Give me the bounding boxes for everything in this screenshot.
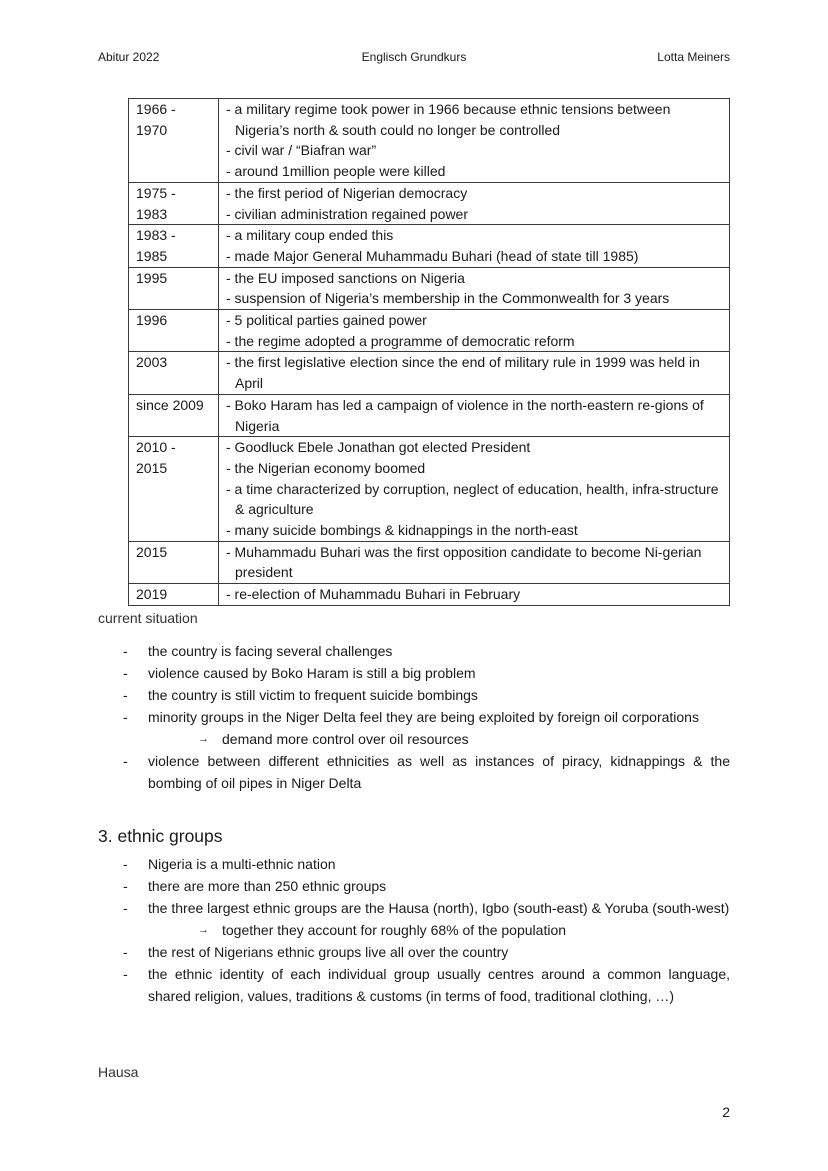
year-text: 1975 -	[136, 184, 176, 201]
event-text: - re-election of Muhammadu Buhari in February	[226, 586, 521, 603]
timeline-events	[219, 310, 730, 352]
timeline-row	[129, 182, 730, 224]
list-item	[98, 875, 730, 897]
list-item-text: violence caused by Boko Haram is still a big problem	[148, 665, 476, 681]
timeline-year	[129, 99, 219, 183]
list-item	[98, 963, 730, 1007]
page-number: 2	[722, 1104, 730, 1120]
dash-bullet: -	[123, 687, 128, 703]
year-text: 1995	[136, 269, 168, 286]
list-item-text: the rest of Nigerians ethnic groups live all over the country	[148, 944, 509, 960]
event-text: - civil war / “Biafran war”	[226, 142, 377, 159]
timeline-events	[219, 437, 730, 542]
arrow-right-icon: →	[198, 924, 209, 936]
timeline-year	[129, 394, 219, 436]
dash-bullet: -	[123, 856, 128, 872]
timeline-year	[129, 310, 219, 352]
year-text: 1983 -	[136, 227, 176, 244]
year-text: 1966 -	[136, 101, 176, 117]
list-item	[98, 684, 730, 706]
list-item-text: violence between different ethnicities as well as instances of piracy, kidnappings & the bombing of oil pipes in Niger Delta	[148, 753, 730, 791]
event-text: - Boko Haram has led a campaign of violence in the north-eastern re-gions of Nigeria	[226, 396, 704, 434]
list-item-text: Nigeria is a multi-ethnic nation	[148, 856, 336, 872]
timeline-year	[129, 541, 219, 583]
year-text: 2015	[136, 459, 168, 476]
event-text: - around 1million people were killed	[226, 163, 446, 180]
year-text: 1996	[136, 312, 168, 329]
list-item	[98, 662, 730, 684]
year-text: 2003	[136, 354, 168, 371]
event-text: - the regime adopted a programme of democratic reform	[226, 332, 575, 349]
timeline-row	[129, 267, 730, 309]
event-text: - suspension of Nigeria’s membership in the Commonwealth for 3 years	[226, 290, 670, 307]
timeline-events	[219, 225, 730, 267]
ethnic-groups-list	[98, 853, 730, 1007]
list-item-text: the country is facing several challenges	[148, 643, 393, 659]
year-text: since 2009	[136, 396, 204, 413]
year-text: 2010 -	[136, 439, 176, 456]
list-item	[98, 706, 730, 728]
timeline-year	[129, 267, 219, 309]
dash-bullet: -	[123, 709, 128, 725]
timeline-year	[129, 225, 219, 267]
event-text: - the first period of Nigerian democracy	[226, 184, 468, 201]
timeline-row	[129, 352, 730, 394]
list-item-text: minority groups in the Niger Delta feel they are being exploited by foreign oil corporations	[148, 709, 699, 725]
hausa-label: Hausa	[98, 1064, 139, 1080]
timeline-events	[219, 99, 730, 183]
year-text: 1970	[136, 121, 168, 138]
timeline-events	[219, 267, 730, 309]
timeline-events	[219, 352, 730, 394]
dash-bullet: -	[123, 944, 128, 960]
dash-bullet: -	[123, 753, 128, 769]
dash-bullet: -	[123, 900, 128, 916]
list-item-text: demand more control over oil resources	[222, 731, 469, 747]
timeline-row	[129, 584, 730, 606]
dash-bullet: -	[123, 878, 128, 894]
timeline-events	[219, 182, 730, 224]
timeline-row	[129, 437, 730, 542]
page-header	[98, 50, 730, 66]
list-item	[98, 728, 730, 750]
list-item	[98, 919, 730, 941]
timeline-year	[129, 352, 219, 394]
timeline-table	[128, 98, 730, 606]
event-text: - Muhammadu Buhari was the first opposition candidate to become Ni-gerian president	[226, 543, 702, 581]
current-situation-list	[98, 640, 730, 794]
year-text: 2015	[136, 543, 168, 560]
dash-bullet: -	[123, 643, 128, 659]
event-text: - 5 political parties gained power	[226, 312, 427, 329]
event-text: - many suicide bombings & kidnappings in the north-east	[226, 522, 578, 539]
timeline-year	[129, 584, 219, 606]
timeline-row	[129, 310, 730, 352]
header-exam-year: Abitur 2022	[98, 50, 160, 64]
timeline-row	[129, 99, 730, 183]
list-item	[98, 750, 730, 794]
event-text: - the EU imposed sanctions on Nigeria	[226, 269, 465, 286]
event-text: - a military coup ended this	[226, 227, 394, 244]
list-item-text: the three largest ethnic groups are the Hausa (north), Igbo (south-east) & Yoruba (south-west)	[148, 900, 730, 916]
list-item	[98, 897, 730, 919]
timeline-row	[129, 225, 730, 267]
event-text: - made Major General Muhammadu Buhari (head of state till 1985)	[226, 247, 639, 264]
timeline-events	[219, 541, 730, 583]
event-text: - the first legislative election since the end of military rule in 1999 was held in April	[226, 354, 700, 392]
ethnic-groups-heading: 3. ethnic groups	[98, 826, 223, 846]
timeline-events	[219, 584, 730, 606]
year-text: 2019	[136, 586, 168, 603]
list-item	[98, 941, 730, 963]
arrow-right-icon: →	[198, 733, 209, 745]
header-course: Englisch Grundkurs	[361, 50, 467, 64]
event-text: - the Nigerian economy boomed	[226, 459, 426, 476]
year-text: 1985	[136, 247, 168, 264]
event-text: - Goodluck Ebele Jonathan got elected President	[226, 439, 531, 456]
year-text: 1983	[136, 205, 168, 222]
timeline-events	[219, 394, 730, 436]
list-item	[98, 853, 730, 875]
dash-bullet: -	[123, 665, 128, 681]
timeline-year	[129, 182, 219, 224]
list-item-text: the country is still victim to frequent suicide bombings	[148, 687, 478, 703]
list-item-text: together they account for roughly 68% of the population	[222, 922, 567, 938]
dash-bullet: -	[123, 966, 128, 982]
event-text: - a time characterized by corruption, neglect of education, health, infra-structure & agriculture	[226, 480, 719, 518]
list-item-text: the ethnic identity of each individual group usually centres around a common language, shared religion, values, traditions & customs (in terms of food, traditional clothing, …)	[148, 966, 730, 1004]
timeline-row	[129, 541, 730, 583]
timeline-row	[129, 394, 730, 436]
header-author: Lotta Meiners	[657, 50, 730, 64]
timeline-year	[129, 437, 219, 542]
event-text: - civilian administration regained power	[226, 205, 469, 222]
list-item	[98, 640, 730, 662]
current-situation-label: current situation	[98, 610, 198, 626]
list-item-text: there are more than 250 ethnic groups	[148, 878, 387, 894]
event-text: - a military regime took power in 1966 because ethnic tensions between Nigeria’s north & south could no longer be controlled	[226, 101, 671, 138]
